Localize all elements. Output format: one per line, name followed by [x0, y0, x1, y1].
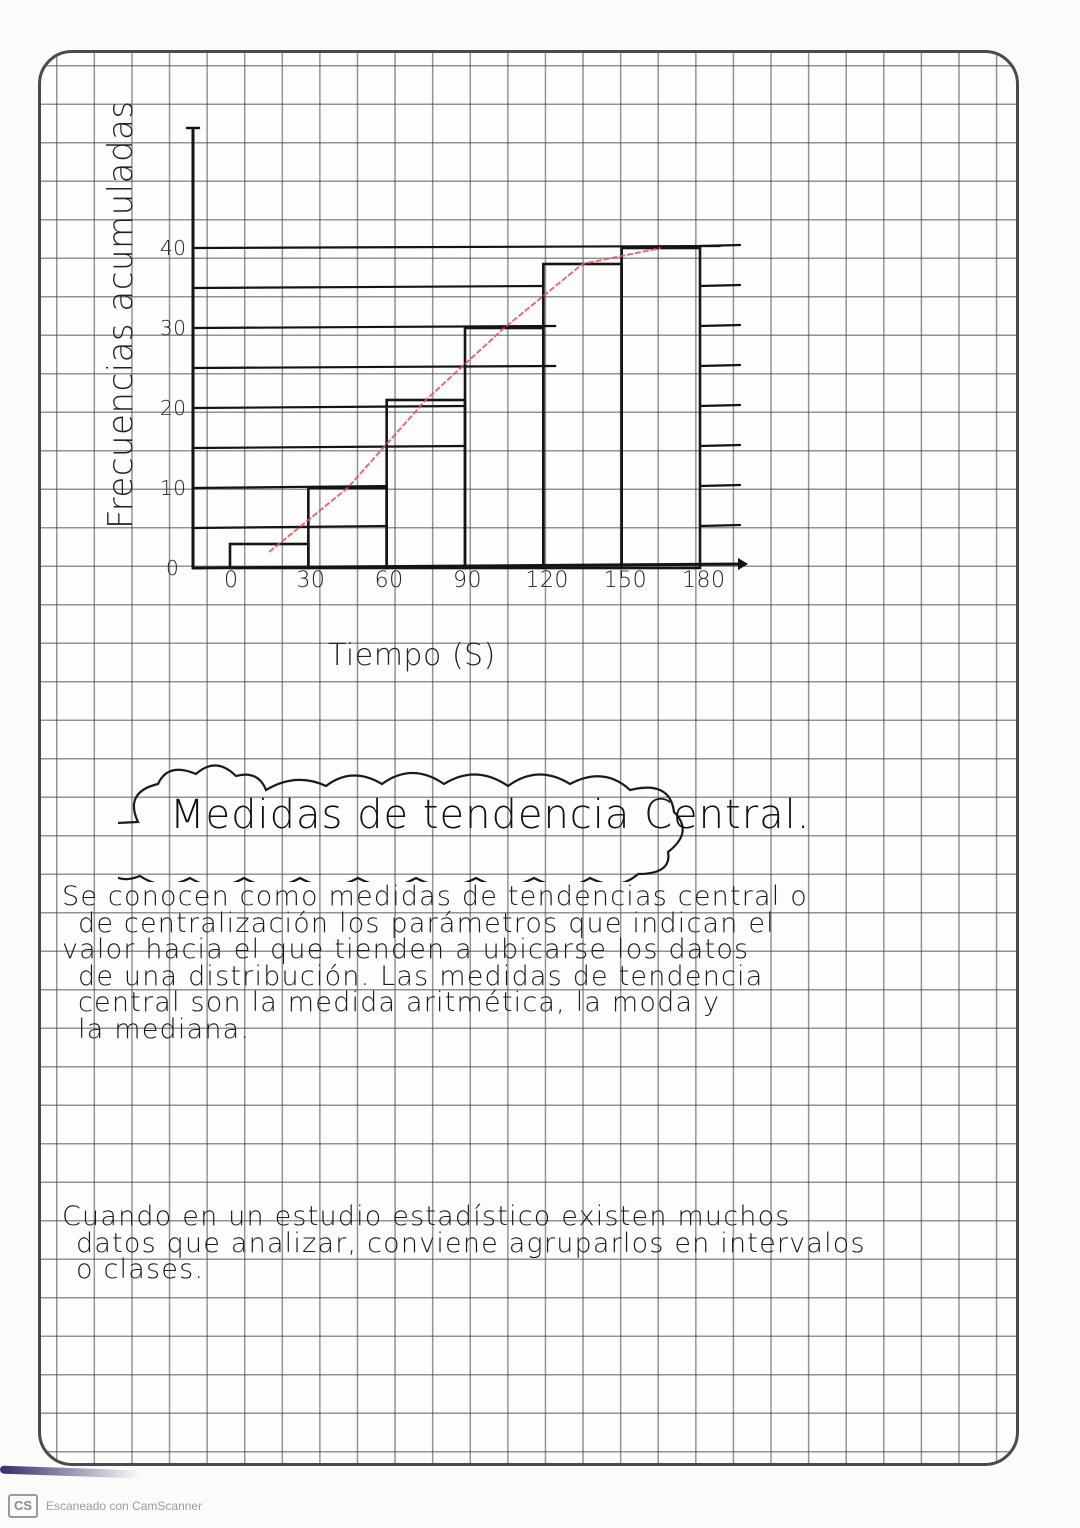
pen-mark	[0, 1466, 140, 1479]
cumulative-frequency-chart	[80, 80, 840, 700]
chart-line	[700, 285, 740, 286]
chart-line	[193, 446, 465, 448]
scanner-watermark	[8, 1494, 202, 1518]
x-tick-label: 120	[525, 568, 569, 593]
x-tick-label: 150	[603, 568, 648, 593]
chart-line	[700, 525, 740, 526]
histogram-bar	[387, 400, 465, 568]
x-tick-label: 0	[224, 568, 239, 593]
chart-canvas	[80, 80, 840, 700]
paragraph-line: Se conocen como medidas de tendencias central o	[62, 881, 808, 912]
watermark-text: Escaneado con CamScanner	[46, 1499, 203, 1513]
paragraph-line: datos que analizar, conviene agruparlos en intervalos	[76, 1227, 866, 1259]
chart-line	[700, 245, 740, 246]
x-tick-label: 180	[682, 568, 726, 593]
chart-line	[700, 485, 740, 486]
y-tick-label: 0	[166, 556, 180, 580]
chart-line	[700, 325, 740, 326]
x-tick-label: 60	[374, 568, 404, 593]
x-tick-label: 30	[296, 568, 326, 593]
section-title-cloud	[118, 762, 838, 882]
y-tick-label: 40	[160, 236, 187, 260]
paragraph-line: valor hacia el que tienden a ubicarse los datos	[62, 934, 750, 965]
x-axis-arrow-icon	[738, 558, 748, 570]
histogram-bar	[622, 248, 700, 568]
x-axis-label: Tiempo (S)	[328, 638, 496, 673]
chart-line	[193, 406, 465, 408]
paragraph-line: la mediana.	[78, 1013, 251, 1045]
chart-line	[193, 526, 387, 528]
histogram-bar	[308, 488, 386, 568]
paragraph-line: de centralización los parámetros que indican el	[78, 907, 775, 939]
chart-line	[193, 366, 555, 368]
x-tick-label: 90	[453, 568, 482, 593]
y-tick-label: 10	[160, 476, 187, 500]
paragraph-definition	[62, 881, 808, 1045]
y-tick-label: 30	[160, 316, 187, 340]
chart-line	[700, 365, 740, 366]
paragraph-line: de una distribución. Las medidas de tendencia	[78, 960, 764, 992]
paragraph-line: central son la medida aritmética, la moda y	[78, 987, 721, 1018]
paragraph-intervals	[62, 1201, 866, 1285]
paragraph-line: Cuando en un estudio estadístico existen muchos	[62, 1201, 791, 1232]
chart-line	[700, 445, 740, 446]
histogram-bar	[543, 264, 621, 568]
histogram-bar	[230, 544, 308, 568]
paragraph-line: o clases.	[76, 1254, 205, 1285]
camscanner-logo-icon: CS	[8, 1494, 38, 1518]
histogram-bar	[465, 328, 543, 568]
chart-line	[700, 405, 740, 406]
section-title: Medidas de tendencia Central.	[170, 792, 811, 838]
y-axis-label: Frecuencias acumuladas	[101, 100, 141, 530]
y-tick-label: 20	[160, 396, 187, 420]
chart-line	[193, 286, 543, 288]
